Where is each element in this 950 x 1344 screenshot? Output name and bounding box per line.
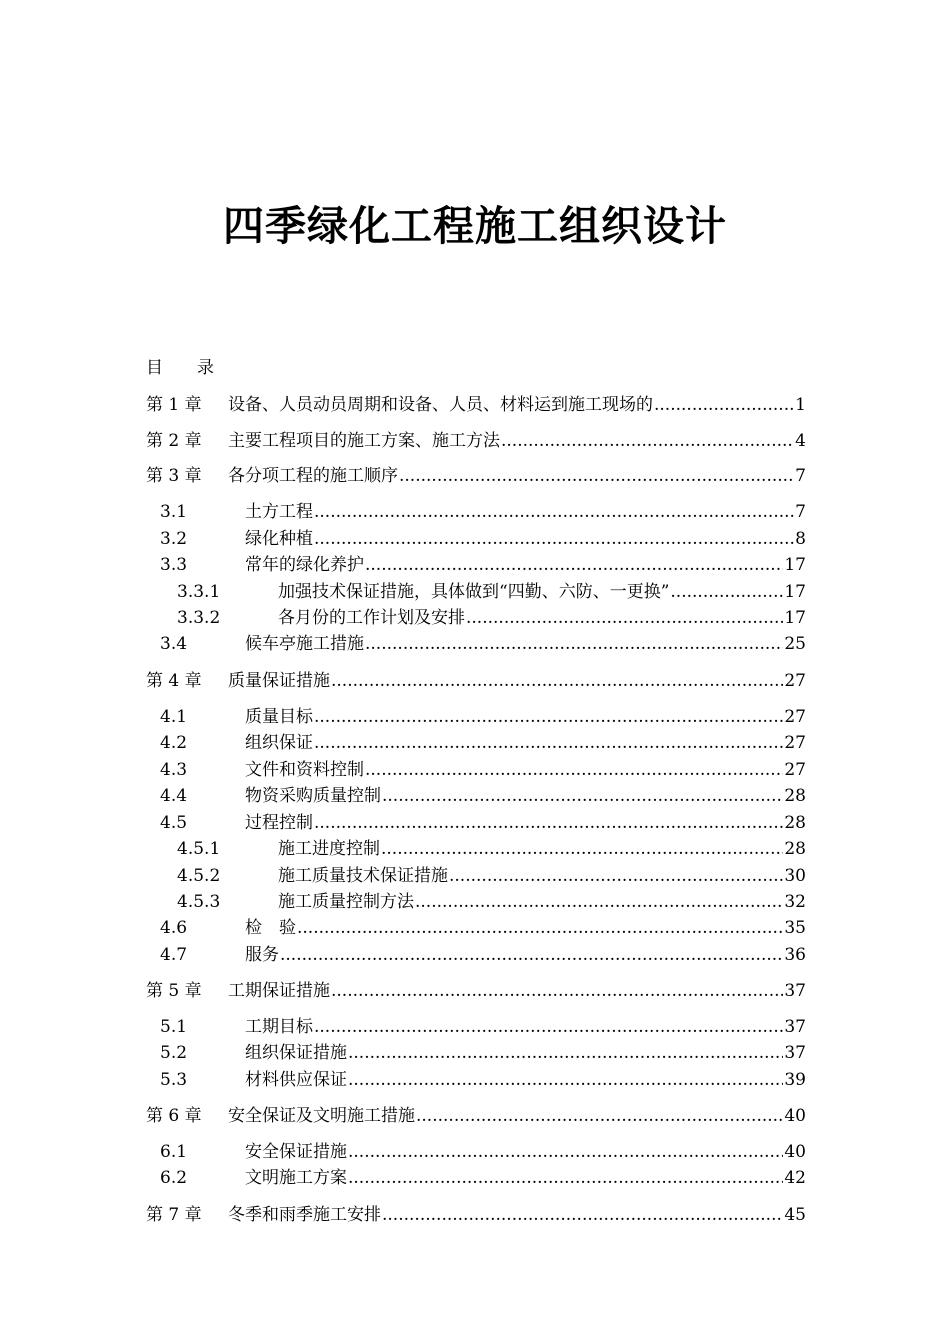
toc-entry-body [245, 553, 806, 577]
toc-entry-body [245, 784, 806, 808]
toc-entry-page: 28 [784, 786, 806, 806]
toc-entry-number: 4.5 [160, 813, 188, 833]
toc-entry-title: 工期目标 [245, 1017, 313, 1037]
toc-dot-leader [365, 758, 783, 782]
toc-dot-leader [348, 1140, 783, 1164]
toc-dot-leader [297, 916, 783, 940]
toc-entry-page: 37 [784, 1017, 806, 1037]
toc-entry-page: 17 [784, 555, 806, 575]
toc-entry[interactable] [146, 1140, 806, 1164]
toc-entry-number: 4.5.2 [177, 866, 221, 886]
toc-dot-leader [331, 979, 783, 1003]
toc-entry[interactable] [146, 553, 806, 577]
toc-entry-page: 30 [784, 866, 806, 886]
toc-entry-number: 6.2 [160, 1168, 188, 1188]
toc-entry[interactable] [146, 393, 806, 417]
toc-entry-body [278, 606, 806, 630]
toc-dot-leader [501, 429, 794, 453]
toc-entry-page: 4 [795, 431, 806, 451]
toc-heading-char: 录 [197, 358, 214, 378]
toc-entry-body [245, 705, 806, 729]
toc-entry-number: 第 4 章 [146, 671, 202, 691]
toc-entry-title: 质量保证措施 [228, 671, 330, 691]
toc-entry-body [245, 1015, 806, 1039]
toc-entry-title: 冬季和雨季施工安排 [228, 1205, 381, 1225]
toc-entry-title: 各月份的工作计划及安排 [278, 608, 465, 628]
toc-entry-title: 常年的绿化养护 [245, 555, 364, 575]
toc-entry-title: 文件和资料控制 [245, 760, 364, 780]
toc-entry-number: 3.2 [160, 529, 188, 549]
toc-entry[interactable] [146, 527, 806, 551]
toc-entry-number: 4.7 [160, 945, 188, 965]
document-title: 四季绿化工程施工组织设计 [223, 202, 727, 250]
toc-dot-leader [365, 632, 783, 656]
toc-entry-number: 第 2 章 [146, 431, 202, 451]
toc-dot-leader [670, 580, 783, 604]
toc-entry-body [245, 500, 806, 524]
toc-entry-page: 8 [795, 529, 806, 549]
toc-entry-page: 28 [784, 839, 806, 859]
toc-entry-page: 37 [784, 981, 806, 1001]
toc-entry-title: 安全保证措施 [245, 1142, 347, 1162]
toc-entry-title: 施工质量技术保证措施 [278, 866, 448, 886]
toc-dot-leader [365, 553, 783, 577]
toc-entry-page: 36 [784, 945, 806, 965]
toc-entry[interactable] [146, 731, 806, 755]
toc-entry-title: 质量目标 [245, 707, 313, 727]
toc-entry[interactable] [146, 979, 806, 1003]
toc-entry-page: 1 [795, 395, 806, 415]
toc-entry[interactable] [146, 429, 806, 453]
toc-entry-number: 4.5.3 [177, 892, 221, 912]
toc-entry[interactable] [146, 1104, 806, 1128]
toc-entry-body [245, 916, 806, 940]
toc-entry-number: 5.3 [160, 1070, 188, 1090]
toc-entry[interactable] [146, 1041, 806, 1065]
toc-entry-page: 39 [784, 1070, 806, 1090]
toc-dot-leader [654, 393, 794, 417]
toc-dot-leader [415, 890, 783, 914]
toc-entry[interactable] [146, 1015, 806, 1039]
toc-entry-title: 主要工程项目的施工方案、施工方法 [228, 431, 500, 451]
toc-dot-leader [314, 811, 783, 835]
toc-entry-number: 3.3.1 [177, 582, 221, 602]
toc-entry-title: 土方工程 [245, 502, 313, 522]
toc-heading-char: 目 [146, 358, 163, 378]
toc-entry-number: 4.2 [160, 733, 188, 753]
toc-entry-body [278, 890, 806, 914]
toc-entry-title: 设备、人员动员周期和设备、人员、材料运到施工现场的 [228, 395, 653, 415]
toc-entry-title: 加强技术保证措施，具体做到“四勤、六防、一更换” [278, 582, 670, 602]
toc-entry[interactable] [146, 943, 806, 967]
toc-entry[interactable] [146, 464, 806, 488]
toc-entry-title: 检 验 [245, 918, 296, 938]
toc-dot-leader [314, 500, 794, 524]
toc-entry-body [245, 1166, 806, 1190]
toc-entry-body [228, 1203, 806, 1227]
toc-entry-body [228, 393, 806, 417]
toc-entry-page: 42 [784, 1168, 806, 1188]
toc-entry-body [245, 632, 806, 656]
toc-dot-leader [314, 1015, 783, 1039]
toc-entry-title: 组织保证 [245, 733, 313, 753]
toc-entry-title: 材料供应保证 [245, 1070, 347, 1090]
toc-entry[interactable] [146, 1068, 806, 1092]
toc-entry[interactable] [146, 916, 806, 940]
toc-entry-number: 第 3 章 [146, 466, 202, 486]
toc-entry[interactable] [146, 758, 806, 782]
toc-entry-body [228, 429, 806, 453]
toc-entry-body [278, 864, 806, 888]
toc-entry-body [245, 1068, 806, 1092]
toc-entry-page: 7 [795, 502, 806, 522]
toc-entry-body [278, 580, 806, 604]
toc-dot-leader [348, 1068, 783, 1092]
toc-entry-number: 第 6 章 [146, 1106, 202, 1126]
toc-entry-body [228, 464, 806, 488]
toc-entry[interactable] [146, 1166, 806, 1190]
toc-dot-leader [348, 1166, 783, 1190]
toc-entry-page: 37 [784, 1043, 806, 1063]
toc-entry-number: 4.1 [160, 707, 188, 727]
toc-entry-title: 施工进度控制 [278, 839, 380, 859]
toc-entry[interactable] [146, 837, 806, 861]
toc-dot-leader [314, 705, 783, 729]
toc-entry-number: 6.1 [160, 1142, 188, 1162]
toc-entry-body [228, 979, 806, 1003]
toc-dot-leader [280, 943, 783, 967]
toc-entry-page: 40 [784, 1142, 806, 1162]
toc-dot-leader [416, 1104, 783, 1128]
toc-entry-page: 28 [784, 813, 806, 833]
toc-entry-body [245, 1140, 806, 1164]
toc-entry[interactable] [146, 632, 806, 656]
toc-entry-body [228, 669, 806, 693]
toc-dot-leader [449, 864, 783, 888]
toc-entry-body [245, 758, 806, 782]
toc-entry-page: 17 [784, 608, 806, 628]
toc-entry[interactable] [146, 606, 806, 630]
toc-entry-page: 45 [784, 1205, 806, 1225]
toc-dot-leader [466, 606, 783, 630]
toc-dot-leader [399, 464, 794, 488]
toc-dot-leader [331, 669, 783, 693]
toc-entry-number: 5.1 [160, 1017, 188, 1037]
toc-entry-title: 施工质量控制方法 [278, 892, 414, 912]
toc-entry-page: 32 [784, 892, 806, 912]
toc-entry-body [245, 1041, 806, 1065]
toc-entry[interactable] [146, 864, 806, 888]
toc-entry-title: 绿化种植 [245, 529, 313, 549]
toc-entry-page: 7 [795, 466, 806, 486]
toc-entry-number: 4.6 [160, 918, 188, 938]
toc-entry-page: 27 [784, 760, 806, 780]
toc-entry-title: 候车亭施工措施 [245, 634, 364, 654]
toc-entry-body [245, 811, 806, 835]
toc-entry-title: 组织保证措施 [245, 1043, 347, 1063]
toc-entry-number: 3.1 [160, 502, 188, 522]
toc-entry[interactable] [146, 1203, 806, 1227]
toc-entry-number: 第 1 章 [146, 395, 202, 415]
toc-entry-body [245, 731, 806, 755]
toc-entry-title: 过程控制 [245, 813, 313, 833]
toc-entry-body [245, 527, 806, 551]
toc-entry[interactable] [146, 705, 806, 729]
toc-dot-leader [382, 784, 783, 808]
toc-entry-page: 27 [784, 671, 806, 691]
toc-entry-page: 17 [784, 582, 806, 602]
toc-entry-number: 第 5 章 [146, 981, 202, 1001]
toc-entry-page: 27 [784, 707, 806, 727]
toc-entry-body [245, 943, 806, 967]
toc-entry-number: 3.3 [160, 555, 188, 575]
toc-entry-page: 27 [784, 733, 806, 753]
toc-entry-number: 5.2 [160, 1043, 188, 1063]
toc-entry[interactable] [146, 580, 806, 604]
toc-entry[interactable] [146, 669, 806, 693]
toc-dot-leader [314, 527, 794, 551]
toc-entry-number: 3.4 [160, 634, 188, 654]
toc-dot-leader [348, 1041, 783, 1065]
toc-entry-page: 35 [784, 918, 806, 938]
toc-entry[interactable] [146, 890, 806, 914]
toc-entry-title: 服务 [245, 945, 279, 965]
toc-entry-number: 4.3 [160, 760, 188, 780]
toc-entry[interactable] [146, 500, 806, 524]
toc-entry-title: 文明施工方案 [245, 1168, 347, 1188]
toc-entry-body [278, 837, 806, 861]
toc-entry-title: 物资采购质量控制 [245, 786, 381, 806]
toc-dot-leader [382, 1203, 783, 1227]
toc-entry-number: 第 7 章 [146, 1205, 202, 1225]
toc-entry-page: 40 [784, 1106, 806, 1126]
toc-entry[interactable] [146, 784, 806, 808]
toc-entry-title: 各分项工程的施工顺序 [228, 466, 398, 486]
toc-entry-number: 3.3.2 [177, 608, 221, 628]
toc-entry-title: 工期保证措施 [228, 981, 330, 1001]
toc-entry-number: 4.4 [160, 786, 188, 806]
toc-dot-leader [314, 731, 783, 755]
toc-entry[interactable] [146, 811, 806, 835]
toc-entry-number: 4.5.1 [177, 839, 221, 859]
toc-entry-page: 25 [784, 634, 806, 654]
toc-entry-body [228, 1104, 806, 1128]
toc-entry-title: 安全保证及文明施工措施 [228, 1106, 415, 1126]
table-of-contents [146, 0, 806, 1344]
toc-dot-leader [381, 837, 783, 861]
